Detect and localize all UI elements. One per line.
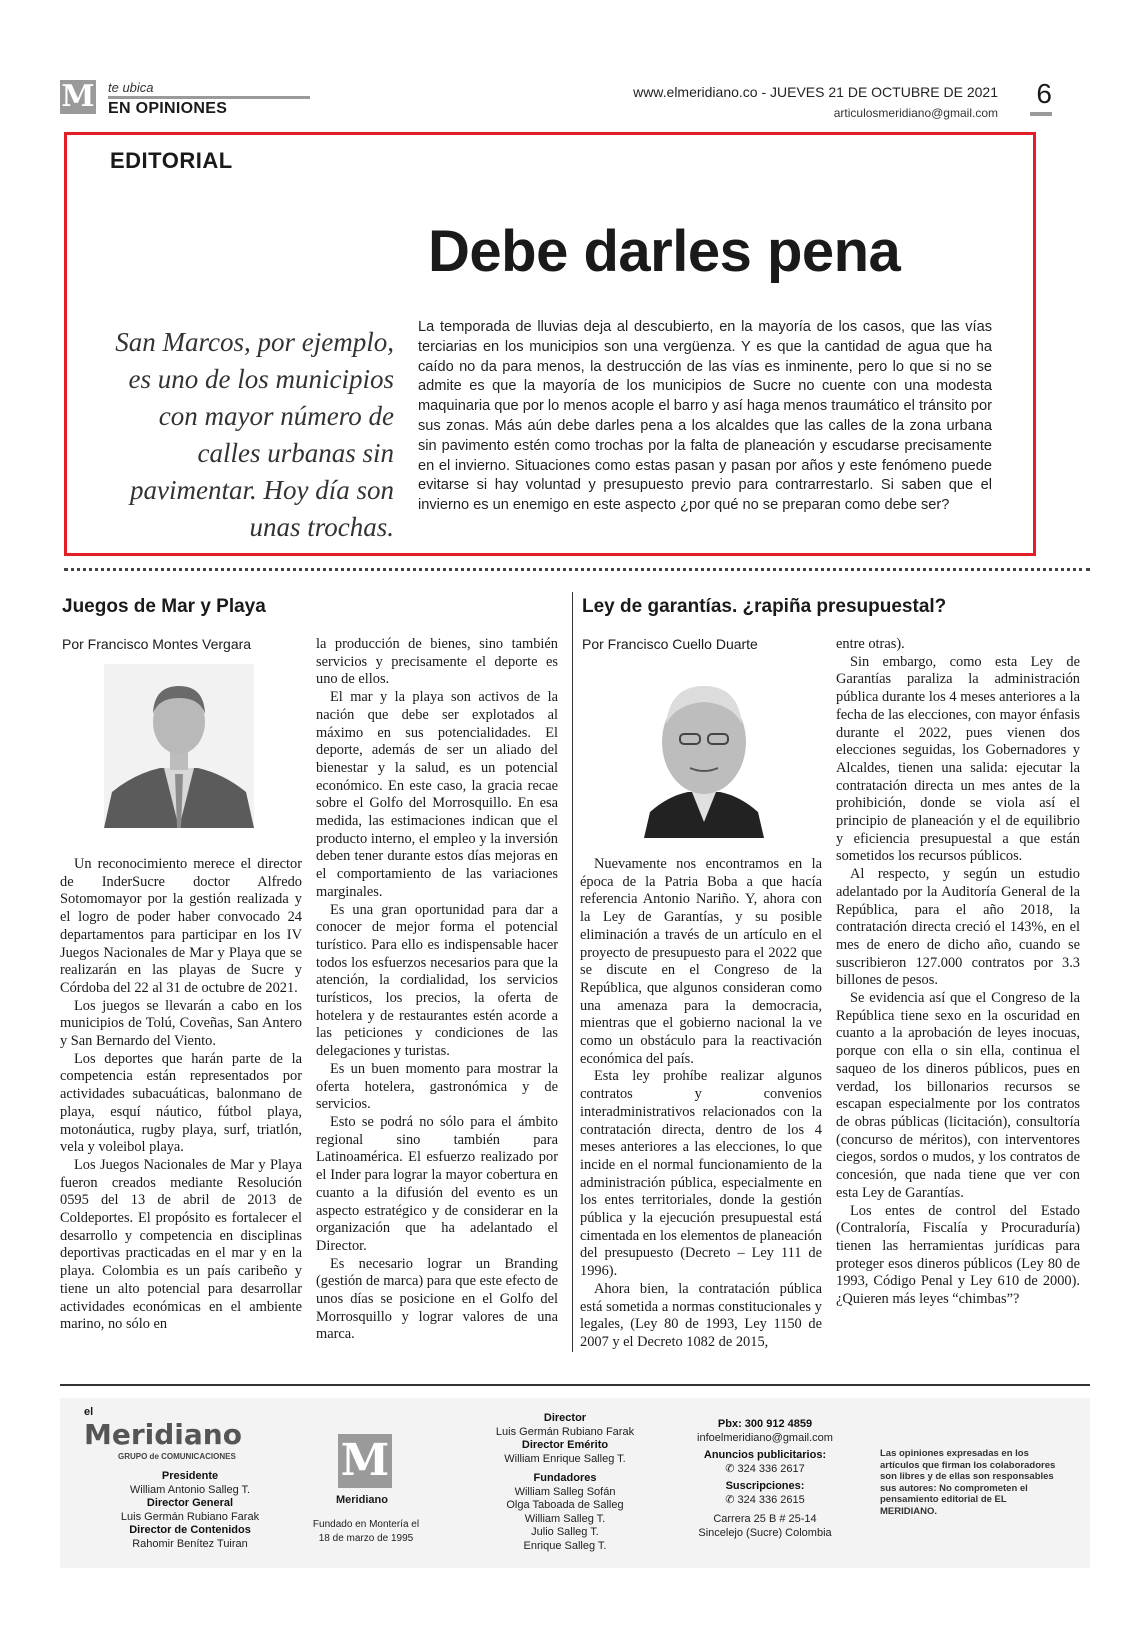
section-tag: EN OPINIONES <box>108 100 228 117</box>
whatsapp-icon: ✆ <box>725 1462 735 1475</box>
address-line: Carrera 25 B # 25-14 <box>713 1513 817 1525</box>
column-separator <box>572 592 573 1352</box>
ads-phone: 324 336 2617 <box>737 1462 805 1475</box>
article1-column-1 <box>60 856 302 1334</box>
article2-column-2 <box>836 636 1080 1309</box>
whatsapp-icon: ✆ <box>725 1493 735 1506</box>
founder-name: Enrique Salleg T. <box>523 1539 607 1552</box>
date-line: www.elmeridiano.co - JUEVES 21 DE OCTUBRE DE 2021 <box>633 84 998 100</box>
staff-name: Luis Germán Rubiano Farak <box>495 1425 635 1438</box>
paragraph: El mar y la playa son activos de la nación que debe ser explotados al máximo en sus potencialidades. El deporte, además de ser un aliado del bienestar y la salud, es un potencial económico. En este caso, la gracia recae sobre el Golfo del Morrosquillo. En esa medida, las estimaciones indican que el producto interno, el empleo y la inversión deben tener durante estos días mejoras en el comportamiento de las variaciones marginales. <box>316 689 558 900</box>
page-number: 6 <box>1036 78 1052 109</box>
staff-label: Director General <box>146 1497 234 1509</box>
article2-column-1 <box>580 856 822 1352</box>
subscriptions-label: Suscripciones: <box>725 1480 805 1492</box>
article1-title: Juegos de Mar y Playa <box>62 596 266 617</box>
editorial-title: Debe darles pena <box>428 219 901 284</box>
paragraph: Nuevamente nos encontramos en la época de la Patria Boba a que hacía referencia Antonio Nariño. Y, ahora con la Ley de Garantías, y su posible eliminación a través de un artículo en el proyecto de presupuesto para el 2022 que se discute en el Congreso de la República, que algunos consideran como una amenaza para la democracia, mientras que el gobierno nacional la ve como un obstáculo para la reactivación económica del país. <box>580 856 822 1067</box>
opinion-disclaimer: Las opiniones expresadas en los artículos que firman los colaboradores son libres y de ellas son responsables sus autores: No comprometen el pensamiento editorial de EL MERIDIANO. <box>880 1448 1056 1517</box>
info-email: infoelmeridiano@gmail.com <box>697 1431 833 1444</box>
paragraph: entre otras). <box>836 636 905 652</box>
paragraph: Esta ley prohíbe realizar algunos contratos y convenios interadministrativos relacionados con la contratación directa, dentro de los 4 meses anteriores a las elecciones, lo que incide en el normal funcionamiento de la administración pública, especialmente en los entes territoriales, donde la gestión pública y la ejecución presupuestal está cimentada en los elementos de planeación del presupuesto (Decreto – Ley 111 de 1996). <box>580 1068 822 1280</box>
footer-rule <box>60 1384 1090 1386</box>
founder-name: William Salleg Sofán <box>514 1485 616 1498</box>
footer-logo-el: el <box>84 1406 94 1418</box>
author-photo-montes <box>104 664 254 828</box>
paragraph: Es un buen momento para mostrar la oferta hotelera, gastronómica y de servicios. <box>316 1060 558 1113</box>
staff-label: Director Emérito <box>521 1439 609 1451</box>
author-photo-cuello <box>644 672 764 838</box>
staff-name: Luis Germán Rubiano Farak <box>120 1510 260 1523</box>
founder-name: Olga Taboada de Salleg <box>506 1499 624 1511</box>
page-number-underline <box>1030 112 1052 116</box>
editorial-label: EDITORIAL <box>110 148 233 173</box>
staff-label: Presidente <box>161 1470 219 1482</box>
founder-name: William Salleg T. <box>524 1512 606 1525</box>
paragraph: Es necesario lograr un Branding (gestión de marca) para que este efecto de unos días se posicione en el Golfo del Morrosquillo y lograr valores de una marca. <box>316 1255 558 1343</box>
staff-name: William Antonio Salleg T. <box>129 1483 251 1496</box>
subscriptions-phone: 324 336 2615 <box>737 1493 805 1506</box>
article1-column-2 <box>316 636 558 1344</box>
staff-label: Director de Contenidos <box>129 1524 251 1536</box>
paragraph: Los deportes que harán parte de la competencia están representados por actividades subacuáticas, balonmano de playa, esquí náutico, fútbol playa, motonáutica, rugby playa, surf, triatlón, vela y voleibol playa. <box>60 1050 302 1156</box>
center-logo-name: Meridiano <box>336 1494 388 1506</box>
article2-byline: Por Francisco Cuello Duarte <box>582 636 758 652</box>
paragraph: Los entes de control del Estado (Contraloría, Fiscalía y Procuraduría) tienen las herramientas jurídicas para proteger esos dineros públicos (Ley 80 de 1993, Código Penal y Ley 610 de 2000). ¿Quieren más leyes “chimbas”? <box>836 1202 1080 1308</box>
staff-name: William Enrique Salleg T. <box>504 1452 626 1465</box>
paragraph: Se evidencia así que el Congreso de la República tiene sexo en la oscuridad en cuanto a la aprobación de leyes inocuas, porque con ella o sin ella, continua el saqueo de los dineros públicos, pues en verdad, los billonarios recursos se escapan especialmente por los contratos de obras públicas (licitación), consultoría (concurso de méritos), con interventores ciegos, sordos o mudos, y los contratos de concesión, que nada tiene que ver con esta Ley de Garantías. <box>836 990 1080 1201</box>
founded-note: Fundado en Montería el 18 de marzo de 1995 <box>312 1519 420 1544</box>
pbx: Pbx: 300 912 4859 <box>717 1418 813 1430</box>
center-logo-mark: M <box>338 1434 392 1488</box>
paragraph: Un reconocimiento merece el director de InderSucre doctor Alfredo Sotomomayor por la gestión realizada y el logro de poder haber convocado 24 departamentos para participar en los IV Juegos Nacionales de Mar y Playa que se realizarán en las playas de Sucre y Córdoba del 22 al 31 de octubre de 2021. <box>60 856 302 996</box>
section-tag-small: te ubica <box>108 80 154 95</box>
paragraph: la producción de bienes, sino también servicios y precisamente el deporte es uno de ellos. <box>316 636 558 688</box>
contact-block <box>680 1418 850 1540</box>
meridiano-logo-mark: M <box>61 79 95 114</box>
address-line: Sincelejo (Sucre) Colombia <box>698 1526 832 1539</box>
section-divider <box>64 568 1090 571</box>
article1-byline: Por Francisco Montes Vergara <box>62 636 252 652</box>
staff-label: Director <box>543 1412 587 1424</box>
footer-logo-group: GRUPO de COMUNICACIONES <box>118 1452 236 1461</box>
header-rule <box>108 96 310 99</box>
staff-center <box>480 1412 650 1553</box>
founder-name: Julio Salleg T. <box>531 1526 599 1538</box>
staff-left <box>70 1470 310 1551</box>
article2-title: Ley de garantías. ¿rapiña presupuestal? <box>582 596 947 617</box>
contact-email: articulosmeridiano@gmail.com <box>833 106 998 120</box>
paragraph: Esto se podrá no sólo para el ámbito regional sino también para Latinoamérica. El esfuerzo realizado por el Inder para lograr la mayor cobertura en cuanto a la difusión del evento es un aspecto estratégico y de considerar en la organización que ha adelantado el Director. <box>316 1113 558 1254</box>
ads-label: Anuncios publicitarios: <box>703 1449 827 1461</box>
paragraph: Es una gran oportunidad para dar a conocer de mejor forma el potencial turístico. Para ello es indispensable hacer todos los esfuerzos necesarios para que la atención, la cordialidad, los servicios turísticos, los precios, la oferta de hotelera y de restaurantes estén acorde a las peticiones y condiciones de las delegaciones y turistas. <box>316 901 558 1060</box>
paragraph: Los Juegos Nacionales de Mar y Playa fueron creados mediante Resolución 0595 del 13 de abril de 2013 de Coldeportes. El propósito es fortalecer el desarrollo y competencia en disciplinas deportivas practicadas en el mar y en la playa. Colombia es un país caribeño y tiene un alto potencial para desarrollar actividades económicas en el ambiente marino, no sólo en <box>60 1156 302 1333</box>
editorial-pull-quote: San Marcos, por ejemplo, es uno de los municipios con mayor número de calles urbanas sin pavimentar. Hoy día son unas trochas. <box>115 327 394 542</box>
footer-logo-name: Meridiano <box>84 1418 242 1451</box>
staff-label: Fundadores <box>533 1472 597 1484</box>
paragraph: Sin embargo, como esta Ley de Garantías paraliza la administración pública durante los 4 meses anteriores a la fecha de las elecciones, con mayor énfasis durante el 2022, pues vienen dos elecciones seguidas, los Gobernadores y Alcaldes, tienen una salida: ejecutar la contratación directa un mes antes de la prohibición, donde se viola así el principio de planeación y el de equilibrio y eficiencia presupuestal a que están sometidos los recursos públicos. <box>836 653 1080 865</box>
paragraph: Los juegos se llevarán a cabo en los municipios de Tolú, Coveñas, San Antero y San Bernardo del Viento. <box>60 997 302 1050</box>
staff-name: Rahomir Benítez Tuiran <box>132 1537 248 1550</box>
paragraph: Ahora bien, la contratación pública está sometida a normas constitucionales y legales, (Ley 80 de 1993, Ley 1150 de 2007 y el Decreto 1082 de 2015, <box>580 1280 822 1350</box>
paragraph: Al respecto, y según un estudio adelantado por la Auditoría General de la República, para el año 2018, la contratación directa creció el 143%, en el mes de enero de dicho año, cuando se suscribieron 127.000 contratos por 3.3 billones de pesos. <box>836 866 1080 989</box>
editorial-body: La temporada de lluvias deja al descubierto, en la mayoría de los casos, que las vías terciarias en los municipios son una vergüenza. Y es que la cantidad de agua que ha caído no da para menos, la destrucción de las vías es inminente, pero lo que si no se admite es que la mayoría de los municipios de Sucre no cuente con una modesta maquinaria que por lo menos acople el barro y así haga menos traumático el tránsito por sus zonas. Más aún debe darles pena a los alcaldes que las calles de la zona urbana sin pavimento estén como trochas por la falta de planeación y escudarse precisamente en el invierno. Situaciones como estas pasan y pasan por años y este fenómeno puede evitarse si hay voluntad y presupuesto previo para contrarrestarlo. Si saben que el invierno es un enemigo en este aspecto ¿por qué no se preparan como debe ser? <box>418 319 992 514</box>
